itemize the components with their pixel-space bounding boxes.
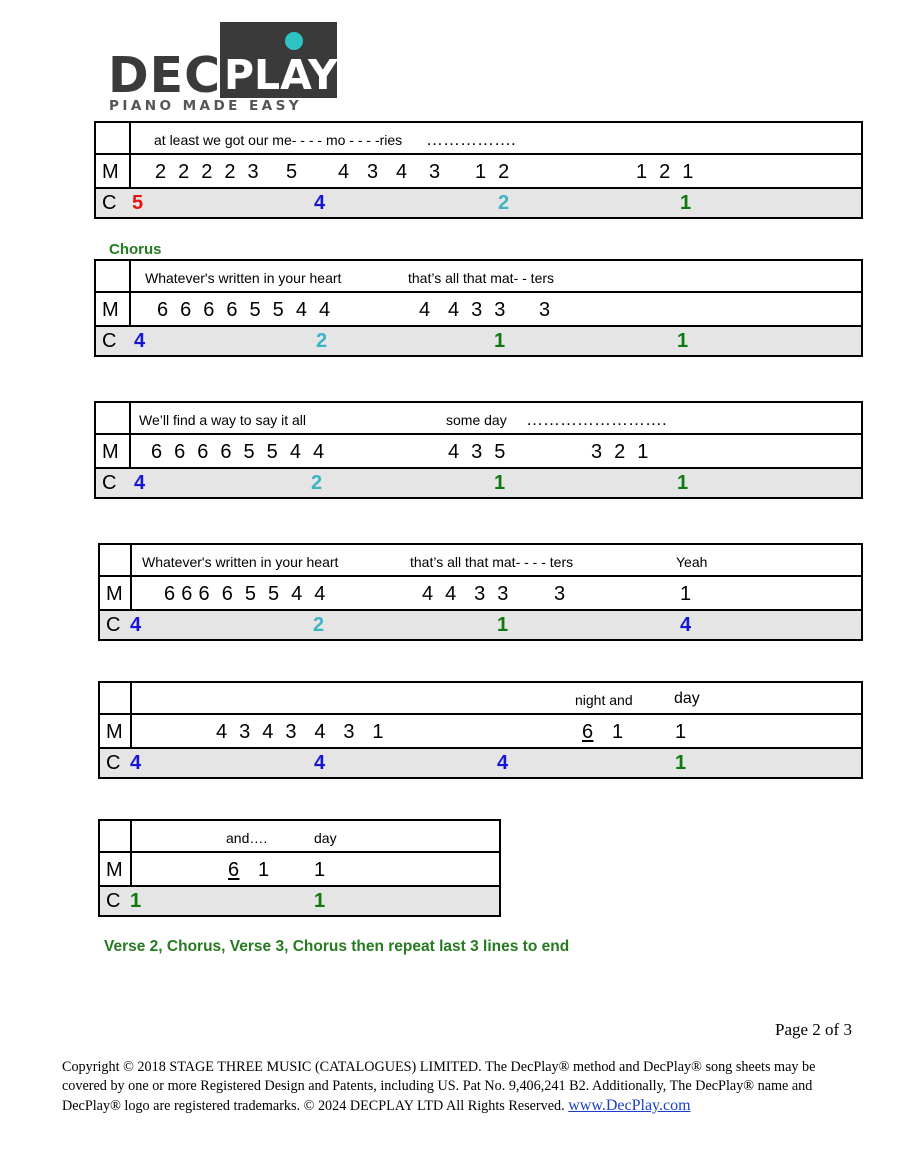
chord-number: 1 xyxy=(677,472,689,494)
melody-notes: 1 2 xyxy=(475,161,510,183)
lyric-text: day xyxy=(674,690,700,707)
melody-notes: 4 4 3 3 xyxy=(422,583,509,605)
music-table-3 xyxy=(94,401,863,499)
chord-number: 1 xyxy=(677,330,689,352)
melody-label: M xyxy=(102,299,119,321)
logo-dot-icon xyxy=(285,32,303,50)
melody-label: M xyxy=(106,859,123,881)
lyric-dots: ……………………. xyxy=(526,410,667,429)
chord-number: 2 xyxy=(498,192,510,214)
chord-number: 4 xyxy=(130,614,142,636)
copyright-text: Copyright © 2018 STAGE THREE MUSIC (CATALOGUES) LIMITED. The DecPlay® method and DecPlay® song sheets may be covered by one or more Registered Design and Patents, including US. Pat No. 9,406,241 B2. Additionally, The DecPlay® name and DecPlay® logo are registered trademarks. © 2024 DECPLAY LTD All Rights Reserved. xyxy=(62,1059,816,1114)
lyric-text: at least we got our me- - - - mo - - - -ries xyxy=(154,132,403,148)
chord-number: 1 xyxy=(680,192,692,214)
decplay-logo xyxy=(108,22,340,116)
lyric-row xyxy=(100,545,861,577)
melody-notes: 6 6 6 6 5 5 4 4 xyxy=(151,441,325,463)
melody-notes: 1 xyxy=(314,859,326,881)
chord-row xyxy=(96,469,861,497)
chord-number: 1 xyxy=(494,472,506,494)
lyric-text: Yeah xyxy=(676,554,708,570)
chord-label: C xyxy=(106,890,121,912)
chord-row xyxy=(96,189,861,217)
melody-notes: 4 3 5 xyxy=(448,441,506,463)
melody-row xyxy=(100,577,861,611)
lyric-text: some day xyxy=(446,412,507,428)
music-table-5 xyxy=(98,681,863,779)
melody-notes: 4 3 4 3 4 3 1 xyxy=(216,721,384,743)
melody-label: M xyxy=(102,161,119,183)
chord-number: 2 xyxy=(316,330,328,352)
chord-number: 4 xyxy=(134,472,146,494)
lyric-dots: ……………. xyxy=(426,130,516,149)
decplay-website-link[interactable]: www.DecPlay.com xyxy=(568,1097,691,1114)
melody-note-underlined: 6 xyxy=(228,859,240,881)
chord-number: 2 xyxy=(313,614,325,636)
chord-label: C xyxy=(106,614,121,636)
melody-notes: 6 6 6 6 5 5 4 4 xyxy=(164,583,326,605)
melody-notes: 1 xyxy=(675,721,687,743)
lyric-text: day xyxy=(314,830,337,846)
page-number: Page 2 of 3 xyxy=(775,1020,852,1039)
melody-row xyxy=(96,293,861,327)
melody-row xyxy=(96,435,861,469)
chord-row xyxy=(96,327,861,355)
melody-row xyxy=(96,155,861,189)
chord-label: C xyxy=(102,192,117,214)
chord-number: 1 xyxy=(497,614,509,636)
repeat-instruction: Verse 2, Chorus, Verse 3, Chorus then repeat last 3 lines to end xyxy=(104,938,570,955)
melody-notes: 1 xyxy=(612,721,624,743)
chord-row xyxy=(100,749,861,777)
melody-notes: 4 4 3 3 xyxy=(419,299,506,321)
melody-row xyxy=(100,853,499,887)
melody-notes: 5 xyxy=(286,161,298,183)
lyric-row xyxy=(96,403,861,435)
lyric-text: that’s all that mat- - ters xyxy=(408,270,555,286)
melody-notes: 3 2 1 xyxy=(591,441,649,463)
lyric-text: We’ll find a way to say it all xyxy=(139,412,307,428)
chord-number: 5 xyxy=(132,192,144,214)
chord-number: 1 xyxy=(130,890,142,912)
music-table-1 xyxy=(94,121,863,219)
melody-notes: 1 xyxy=(258,859,270,881)
logo-play-text: PLAY xyxy=(224,51,338,99)
chord-number: 1 xyxy=(675,752,687,774)
melody-note-underlined: 6 xyxy=(582,721,594,743)
lyric-row xyxy=(96,123,861,155)
chord-label: C xyxy=(102,330,117,352)
chord-number: 4 xyxy=(497,752,509,774)
melody-notes: 2 2 2 2 3 xyxy=(155,161,259,183)
melody-row xyxy=(100,715,861,749)
melody-notes: 1 2 1 xyxy=(636,161,694,183)
lyric-row xyxy=(96,261,861,293)
melody-notes: 3 xyxy=(554,583,566,605)
logo-dec-text: DEC xyxy=(108,47,222,104)
lyric-text: that’s all that mat- - - - ters xyxy=(410,554,574,570)
melody-notes: 6 6 6 6 5 5 4 4 xyxy=(157,299,331,321)
lyric-text: Whatever's written in your heart xyxy=(145,270,342,286)
chorus-heading: Chorus xyxy=(109,241,162,258)
music-table-4 xyxy=(98,543,863,641)
melody-notes: 1 xyxy=(680,583,692,605)
melody-notes: 3 xyxy=(539,299,551,321)
chord-number: 4 xyxy=(134,330,146,352)
chord-label: C xyxy=(102,472,117,494)
chord-number: 4 xyxy=(680,614,692,636)
melody-label: M xyxy=(106,583,123,605)
logo-tagline: PIANO MADE EASY xyxy=(109,98,302,114)
lyric-row xyxy=(100,683,861,715)
chord-row xyxy=(100,611,861,639)
chord-number: 1 xyxy=(314,890,326,912)
melody-label: M xyxy=(102,441,119,463)
chord-number: 2 xyxy=(311,472,323,494)
lyric-text: Whatever's written in your heart xyxy=(142,554,339,570)
melody-label: M xyxy=(106,721,123,743)
chord-number: 4 xyxy=(314,192,326,214)
chord-label: C xyxy=(106,752,121,774)
music-table-6 xyxy=(98,819,501,917)
copyright-notice xyxy=(62,1058,862,1116)
music-table-2 xyxy=(94,259,863,357)
lyric-text: night and xyxy=(575,692,633,708)
chord-number: 1 xyxy=(494,330,506,352)
chord-number: 4 xyxy=(130,752,142,774)
chord-number: 4 xyxy=(314,752,326,774)
melody-notes: 4 3 4 xyxy=(338,161,408,183)
lyric-row xyxy=(100,821,499,853)
chord-row xyxy=(100,887,499,915)
melody-notes: 3 xyxy=(429,161,441,183)
lyric-text: and…. xyxy=(226,830,268,846)
